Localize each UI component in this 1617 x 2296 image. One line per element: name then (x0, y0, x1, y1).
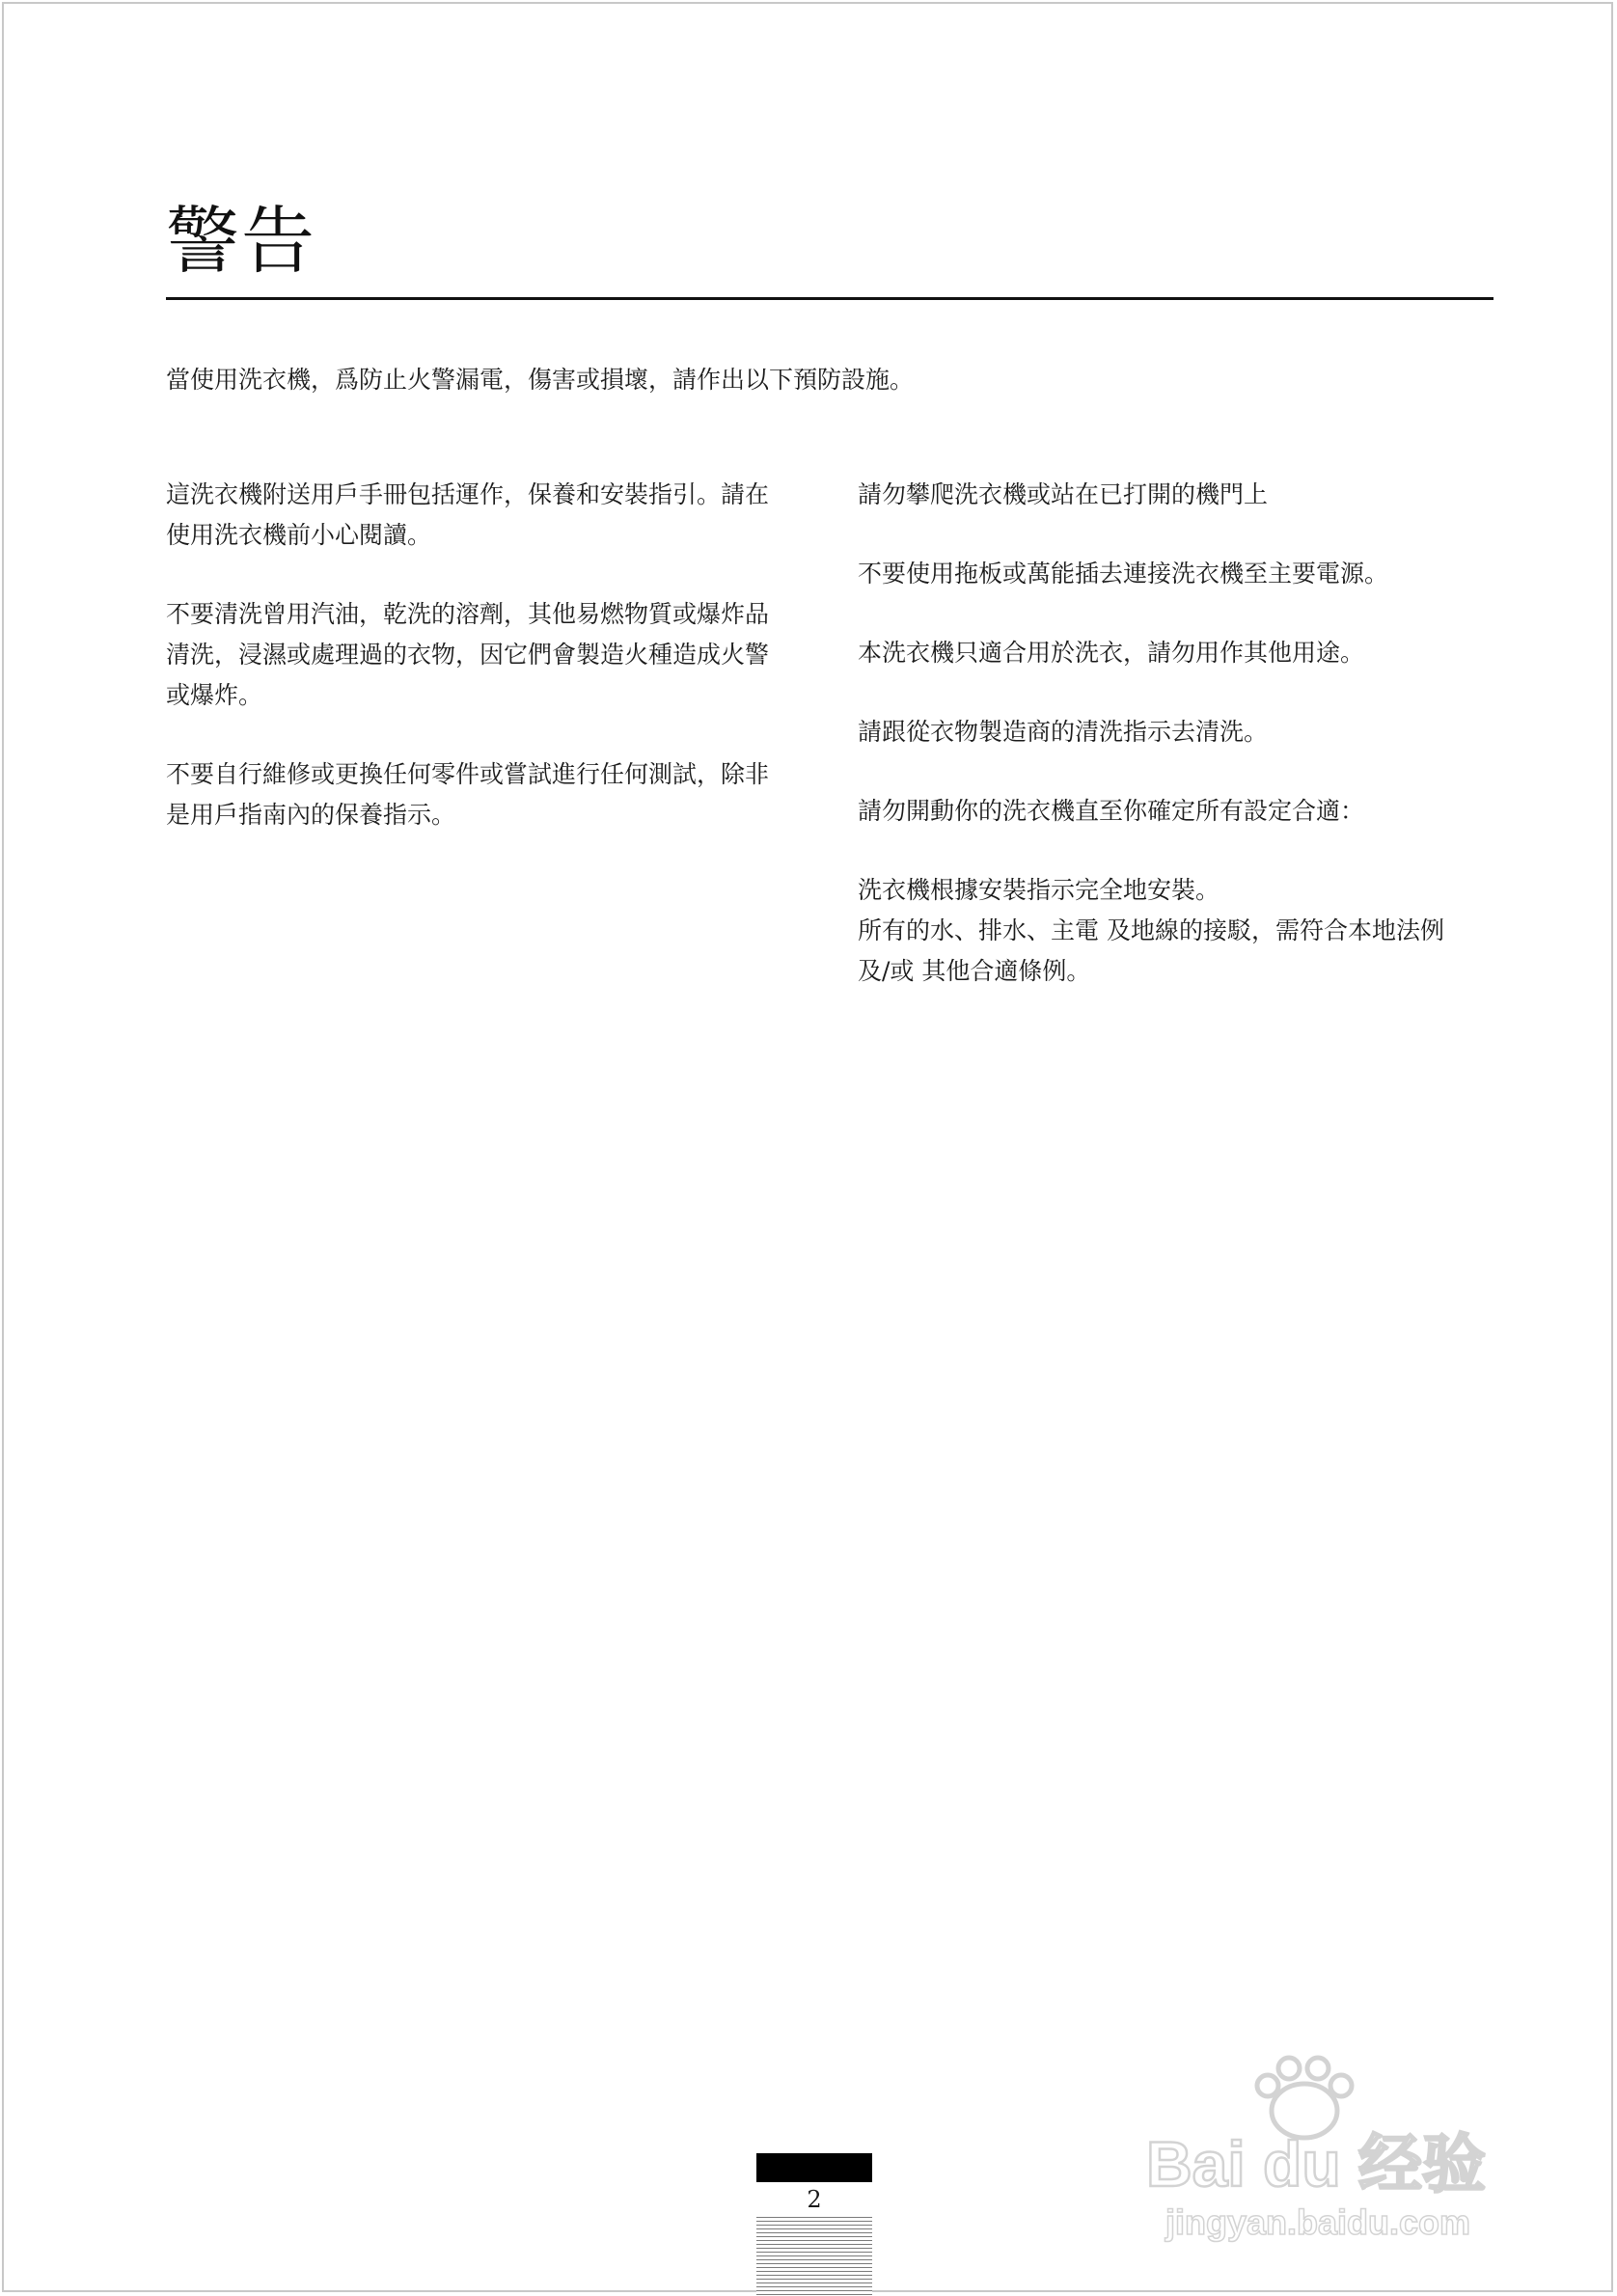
warning-paragraph: 不要清洗曾用汽油，乾洗的溶劑，其他易燃物質或爆炸品 清洗，浸濕或處理過的衣物，因它們會製造火種造成火警 或爆炸。 (166, 600, 770, 709)
warning-paragraph: 本洗衣機只適合用於洗衣，請勿用作其他用途。 (858, 639, 1365, 667)
right-column (858, 475, 1504, 1030)
warning-paragraph: 請勿開動你的洗衣機直至你確定所有設定合適： (858, 797, 1365, 825)
warning-paragraph: 洗衣機根據安裝指示完全地安裝。 所有的水、排水、主電 及地線的接駁，需符合本地法例 及/或 其他合適條例。 (858, 876, 1444, 985)
page-frame (2, 2, 1613, 2292)
baidu-paw-logo-icon (1144, 2053, 1530, 2246)
page-title: 警告 (166, 198, 316, 284)
warning-paragraph: 請跟從衣物製造商的清洗指示去清洗。 (858, 718, 1269, 746)
intro-text: 當使用洗衣機，爲防止火警漏電，傷害或損壞，請作出以下預防設施。 (166, 366, 915, 394)
page-number: 2 (756, 2182, 872, 2217)
baidu-watermark (1144, 2053, 1530, 2246)
page-number-stripes (756, 2217, 872, 2296)
left-column (166, 475, 812, 874)
page-number-bar (756, 2153, 872, 2182)
warning-paragraph: 不要使用拖板或萬能插去連接洗衣機至主要電源。 (858, 560, 1389, 588)
warning-paragraph: 不要自行維修或更換任何零件或嘗試進行任何測試，除非 是用戶指南內的保養指示。 (166, 760, 770, 829)
watermark-url: jingyan.baidu.com (1165, 2202, 1471, 2242)
warning-paragraph: 這洗衣機附送用戶手冊包括運作，保養和安裝指引。請在 使用洗衣機前小心閱讀。 (166, 480, 770, 549)
page-number-block (756, 2153, 872, 2296)
title-divider (166, 297, 1494, 300)
warning-paragraph: 請勿攀爬洗衣機或站在已打開的機門上 (858, 480, 1269, 508)
watermark-brand: Bai du 经验 (1146, 2128, 1487, 2200)
